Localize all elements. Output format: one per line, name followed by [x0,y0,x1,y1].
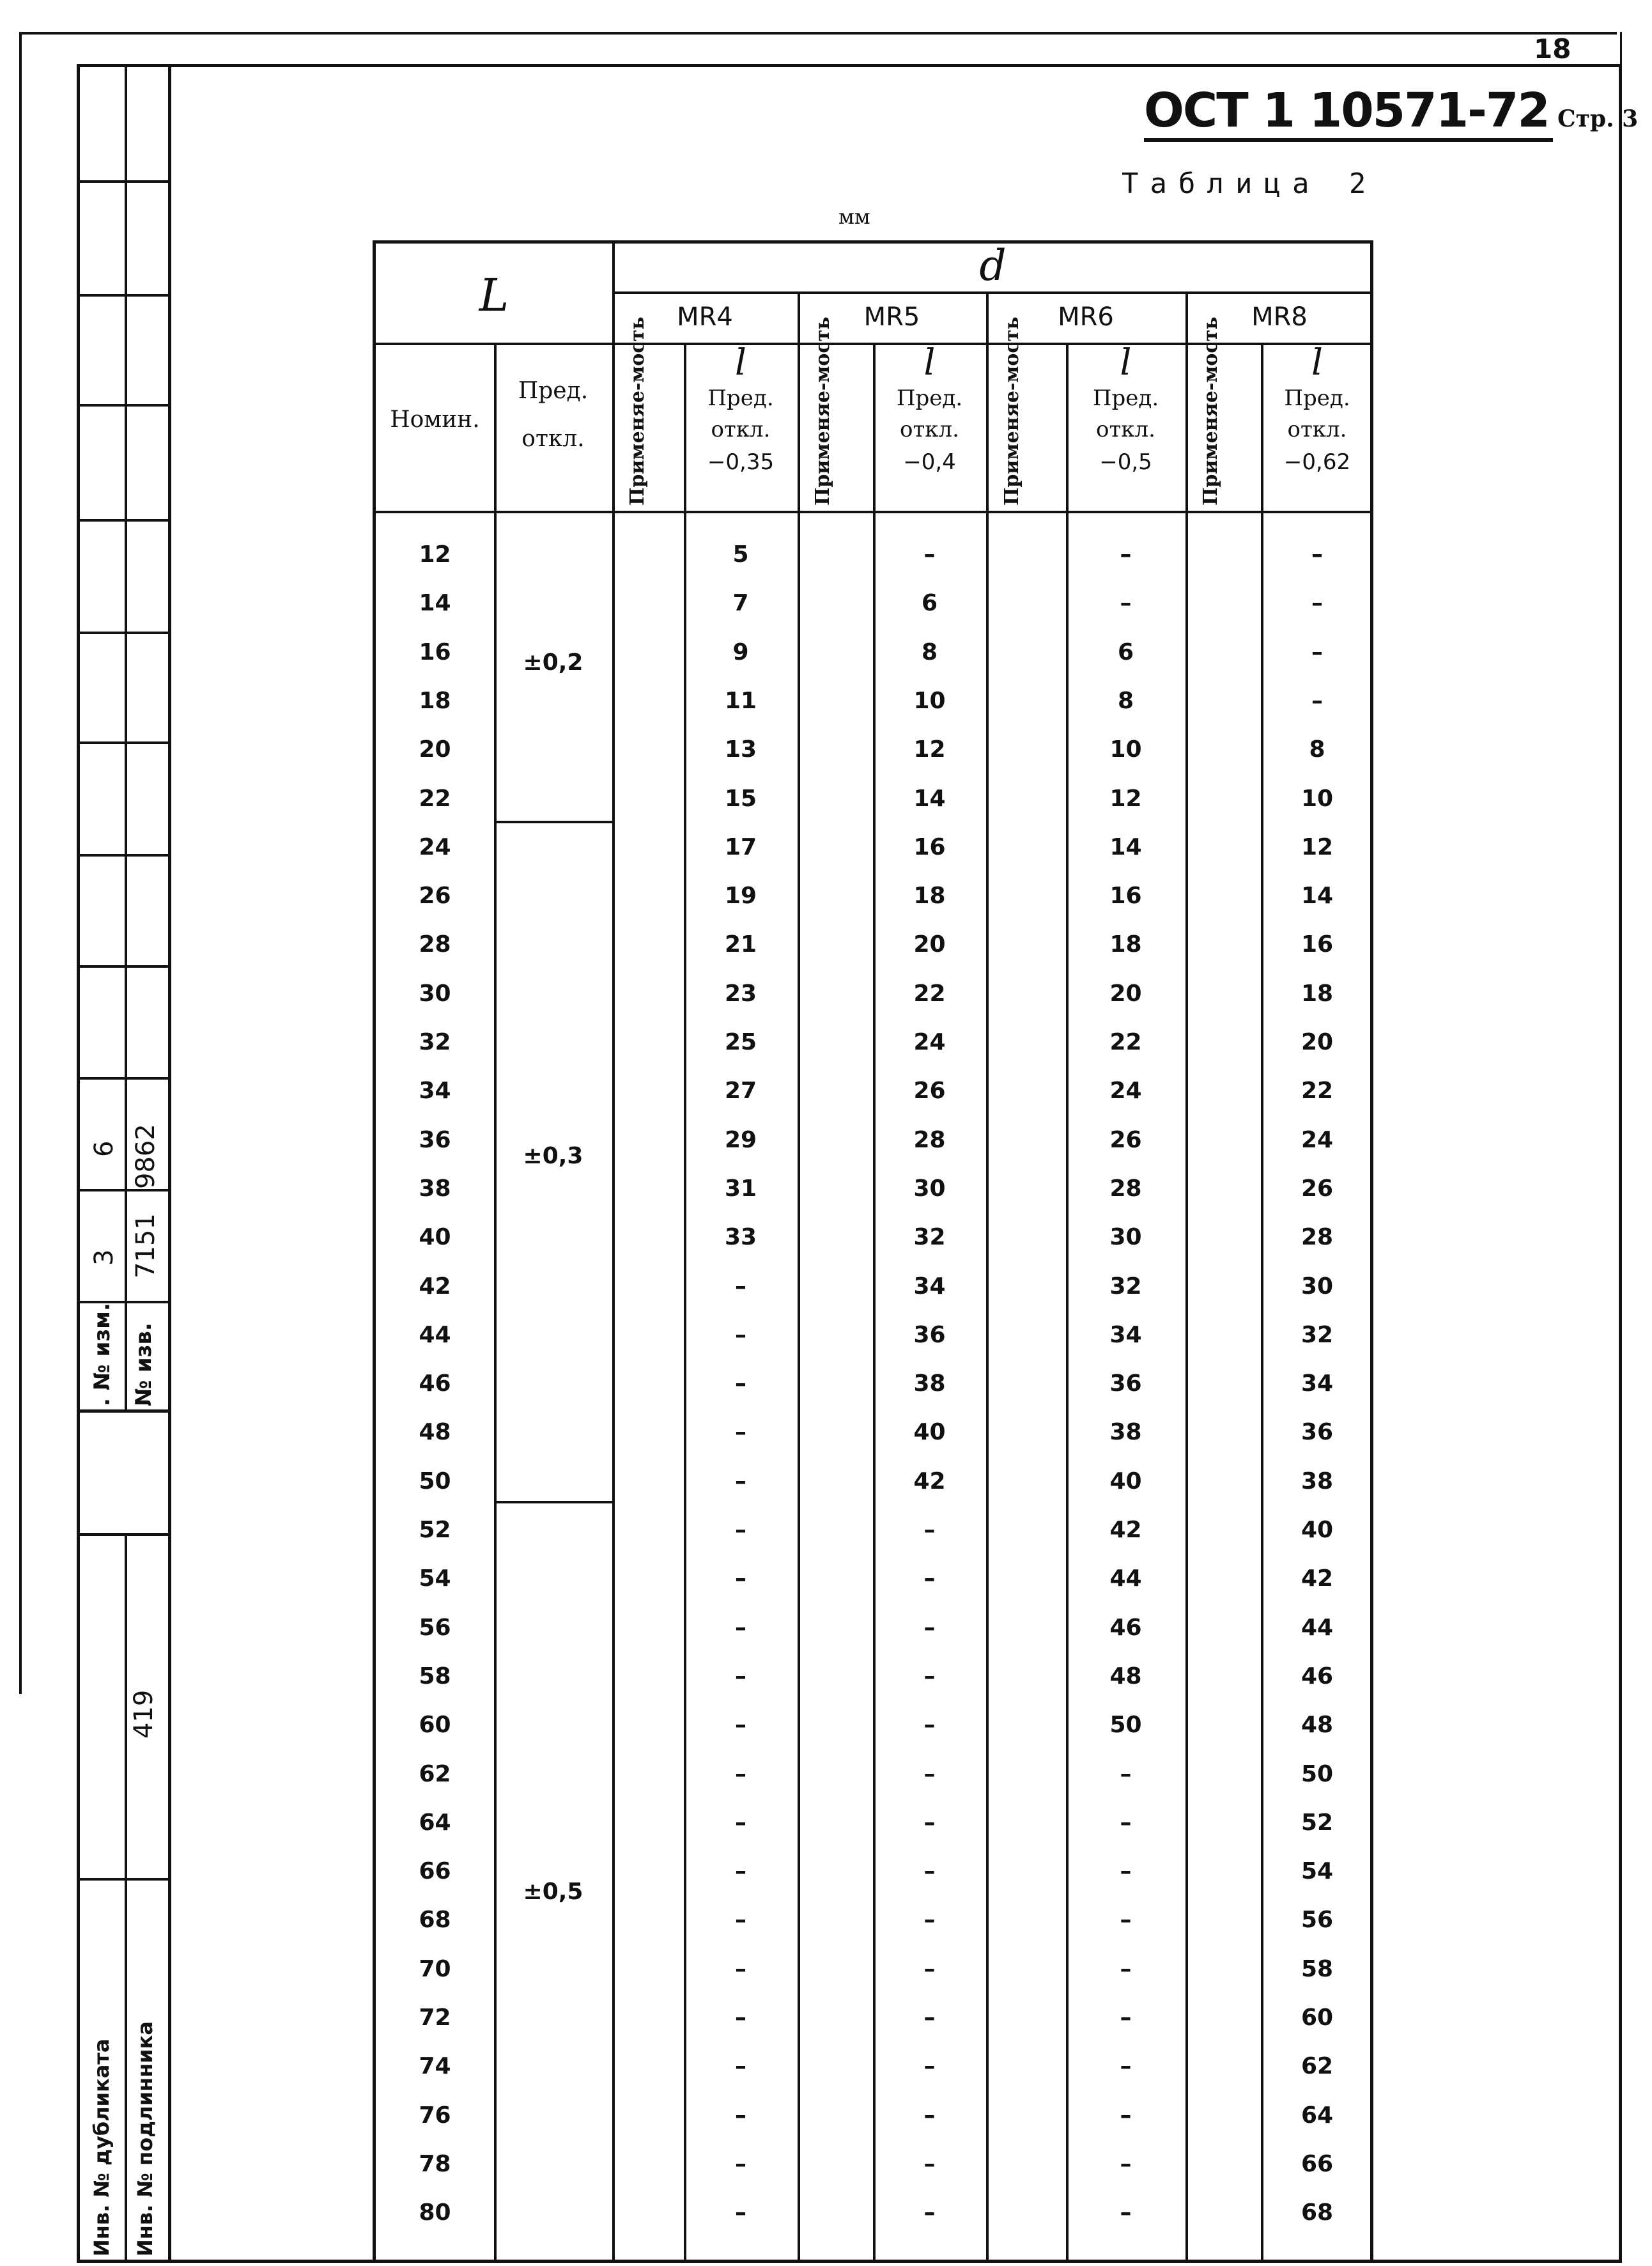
cell-mr5-l: 40 [913,1419,946,1446]
header-applicability-mr5: Применяе-мость [812,316,834,506]
cell-nominal: 18 [419,687,451,714]
cell-mr8-l: 40 [1301,1517,1334,1543]
cell-mr6-l: 6 [1117,639,1134,665]
cell-mr4-l: – [735,2150,746,2177]
cell-mr4-l: 29 [724,1126,757,1153]
cell-nominal: 20 [419,736,451,763]
cell-mr8-l: 30 [1301,1273,1334,1300]
dimension-table [373,240,1373,2263]
cell-mr4-l: 23 [724,980,757,1007]
cell-mr8-l: – [1311,687,1323,714]
cell-mr8-l: 64 [1301,2102,1334,2129]
col-line-mr8 [1185,291,1188,2263]
col-line-dev [494,343,497,2263]
cell-mr8-l: 16 [1301,931,1334,958]
cell-mr6-l: 14 [1109,834,1142,860]
inventory-divider [125,1533,127,2263]
notice-value-7151: 7151 [131,1213,160,1278]
cell-nominal: 14 [419,590,451,617]
sidebar-row-line [77,1189,168,1191]
cell-mr8-l: 26 [1301,1175,1334,1202]
cell-mr8-l: 42 [1301,1565,1334,1592]
dev-group-0: ±0,2 [523,649,583,676]
standard-code: ОСТ 1 10571-72 [1144,83,1549,138]
header-dev-line2: откл. [521,426,585,452]
change-value-6: 6 [89,1140,119,1157]
cell-nominal: 78 [419,2150,451,2177]
cell-mr5-l: 32 [913,1224,946,1251]
cell-mr4-l: – [735,2200,746,2226]
cell-nominal: 38 [419,1175,451,1202]
cell-nominal: 16 [419,639,451,665]
sidebar-row-line [77,1077,168,1080]
cell-mr8-l: 50 [1301,1760,1334,1787]
cell-mr4-l: – [735,1614,746,1641]
cell-mr8-l: 52 [1301,1809,1334,1836]
sidebar-bottom-upper [77,1409,168,1413]
cell-mr6-l: 46 [1109,1614,1142,1641]
cell-mr6-l: 42 [1109,1517,1142,1543]
page-label: Стр. 3 [1557,105,1639,132]
header-d: d [979,241,1007,290]
cell-mr8-l: 36 [1301,1419,1334,1446]
cell-mr5-l: – [923,2150,936,2177]
units-label: мм [838,205,870,229]
cell-mr8-l: 12 [1301,834,1334,860]
header-applicability-mr8: Применяе-мость [1200,316,1222,506]
cell-nominal: 12 [419,541,451,568]
cell-nominal: 70 [419,1955,451,1982]
cell-nominal: 60 [419,1712,451,1739]
sidebar-row-line [77,404,168,407]
cell-mr8-l: 24 [1301,1126,1334,1153]
cell-mr5-l: 20 [913,931,946,958]
cell-mr6-l: 12 [1109,785,1142,812]
cell-mr6-l: – [1120,2200,1132,2226]
cell-mr6-l: – [1120,2150,1132,2177]
cell-mr6-l: – [1120,2053,1132,2080]
header-l-mr8: l Пред. откл. −0,62 [1283,342,1351,475]
cell-mr5-l: 42 [913,1468,946,1494]
cell-mr6-l: – [1120,1858,1132,1885]
sidebar-row-line [77,965,168,968]
cell-mr8-l: 14 [1301,883,1334,910]
header-mr4: MR4 [677,302,733,332]
scan-edge-line-left [19,32,22,1694]
cell-mr5-l: 10 [913,687,946,714]
cell-mr4-l: 25 [724,1029,757,1055]
cell-mr4-l: 17 [724,834,757,860]
cell-mr4-l: – [735,1663,746,1689]
cell-mr4-l: 7 [732,590,749,617]
cell-mr5-l: 28 [913,1126,946,1153]
cell-nominal: 74 [419,2053,451,2080]
cell-mr4-l: – [735,1955,746,1982]
cell-mr8-l: 58 [1301,1955,1334,1982]
cell-nominal: 36 [419,1126,451,1153]
cell-mr6-l: 10 [1109,736,1142,763]
cell-mr6-l: – [1120,2005,1132,2031]
cell-mr4-l: – [735,1565,746,1592]
cell-nominal: 58 [419,1663,451,1689]
cell-nominal: 80 [419,2200,451,2226]
cell-mr6-l: 24 [1109,1078,1142,1105]
frame-left-line [168,64,171,2263]
cell-nominal: 76 [419,2102,451,2129]
cell-mr4-l: – [735,2102,746,2129]
dev-group-1: ±0,3 [523,1143,583,1169]
header-mr8: MR8 [1251,302,1308,332]
cell-mr4-l: 33 [724,1224,757,1251]
cell-mr5-l: 24 [913,1029,946,1055]
header-applicability-mr6: Применяе-мость [1001,316,1023,506]
cell-mr6-l: 40 [1109,1468,1142,1494]
cell-mr8-l: 44 [1301,1614,1334,1641]
revision-block [77,64,168,1413]
cell-mr8-l: 34 [1301,1370,1334,1397]
cell-mr5-l: – [923,2005,936,2031]
col-line-mr6 [986,291,989,2263]
cell-mr8-l: 8 [1309,736,1325,763]
cell-mr8-l: – [1311,639,1323,665]
cell-mr5-l: 12 [913,736,946,763]
cell-nominal: 66 [419,1858,451,1885]
cell-mr5-l: – [923,2102,936,2129]
cell-mr8-l: 10 [1301,785,1334,812]
cell-nominal: 46 [419,1370,451,1397]
cell-mr6-l: – [1120,1955,1132,1982]
cell-mr6-l: 38 [1109,1419,1142,1446]
cell-mr5-l: – [923,1955,936,1982]
cell-mr4-l: – [735,1370,746,1397]
cell-mr8-l: 32 [1301,1321,1334,1348]
original-label: Инв. № подлинника [133,2021,157,2256]
cell-nominal: 56 [419,1614,451,1641]
cell-mr4-l: 27 [724,1078,757,1105]
cell-nominal: 34 [419,1078,451,1105]
cell-nominal: 50 [419,1468,451,1494]
cell-nominal: 54 [419,1565,451,1592]
cell-mr5-l: – [923,2200,936,2226]
sidebar-divider-vertical [125,64,127,1409]
header-line-d [612,291,1373,294]
cell-mr6-l: – [1120,541,1132,568]
cell-mr6-l: – [1120,1760,1132,1787]
sidebar-row-line [77,180,168,183]
cell-mr5-l: 30 [913,1175,946,1202]
cell-mr4-l: 11 [724,687,757,714]
cell-mr8-l: 18 [1301,980,1334,1007]
cell-nominal: 48 [419,1419,451,1446]
cell-mr4-l: – [735,1712,746,1739]
notice-value-9862: 9862 [131,1124,160,1189]
change-number-label: . № изм. [89,1303,115,1406]
cell-mr5-l: – [923,1614,936,1641]
cell-nominal: 72 [419,2005,451,2031]
cell-mr6-l: – [1120,1907,1132,1934]
cell-nominal: 22 [419,785,451,812]
cell-mr4-l: 15 [724,785,757,812]
cell-mr4-l: 21 [724,931,757,958]
cell-mr4-l: – [735,1321,746,1348]
cell-nominal: 40 [419,1224,451,1251]
cell-mr8-l: 68 [1301,2200,1334,2226]
cell-nominal: 62 [419,1760,451,1787]
cell-mr4-l: – [735,1468,746,1494]
cell-nominal: 30 [419,980,451,1007]
cell-mr8-l: 54 [1301,1858,1334,1885]
cell-mr5-l: – [923,1809,936,1836]
cell-mr4-l: – [735,1907,746,1934]
header-L: L [479,269,509,322]
cell-mr5-l: – [923,1907,936,1934]
cell-mr5-l: – [923,1760,936,1787]
cell-mr6-l: 36 [1109,1370,1142,1397]
cell-mr8-l: 20 [1301,1029,1334,1055]
cell-mr6-l: 30 [1109,1224,1142,1251]
scan-edge-line [19,32,1617,35]
cell-nominal: 28 [419,931,451,958]
cell-mr4-l: 5 [732,541,749,568]
sidebar-row-line [77,854,168,857]
cell-nominal: 42 [419,1273,451,1300]
header-mr5: MR5 [863,302,920,332]
cell-mr8-l: 62 [1301,2053,1334,2080]
cell-mr4-l: 9 [732,639,749,665]
cell-mr5-l: 18 [913,883,946,910]
cell-mr8-l: 66 [1301,2150,1334,2177]
header-l-mr4: l Пред. откл. −0,35 [707,342,775,475]
sidebar-row-line [77,519,168,522]
sidebar-row-line [77,632,168,634]
header-nominal: Номин. [390,407,480,433]
cell-nominal: 24 [419,834,451,860]
dev-group-2: ±0,5 [523,1879,583,1905]
dev-group-line-2 [494,1501,612,1503]
sidebar-row-line [77,294,168,297]
cell-nominal: 26 [419,883,451,910]
cell-mr5-l: – [923,1517,936,1543]
cell-nominal: 32 [419,1029,451,1055]
cell-mr8-l: 60 [1301,2005,1334,2031]
cell-mr4-l: – [735,1419,746,1446]
cell-mr8-l: 56 [1301,1907,1334,1934]
cell-mr6-l: 28 [1109,1175,1142,1202]
cell-mr6-l: 48 [1109,1663,1142,1689]
cell-mr6-l: 26 [1109,1126,1142,1153]
dev-group-line-1 [494,821,612,823]
cell-mr6-l: 8 [1117,687,1134,714]
standard-header [1144,83,1639,142]
cell-mr4-l: – [735,2005,746,2031]
cell-mr8-l: 38 [1301,1468,1334,1494]
cell-mr6-l: 32 [1109,1273,1142,1300]
cell-mr5-l: 38 [913,1370,946,1397]
cell-mr5-l: 34 [913,1273,946,1300]
cell-mr5-l: – [923,1565,936,1592]
cell-mr5-l: – [923,1663,936,1689]
cell-nominal: 44 [419,1321,451,1348]
cell-mr6-l: 20 [1109,980,1142,1007]
header-applicability-mr4: Применяе-мость [626,316,649,506]
cell-mr6-l: 22 [1109,1029,1142,1055]
col-line-L [612,244,615,2263]
cell-mr5-l: – [923,1858,936,1885]
sidebar-row-line [77,741,168,744]
scan-edge-line-right [1620,32,1622,2256]
cell-mr8-l: 22 [1301,1078,1334,1105]
cell-mr6-l: – [1120,2102,1132,2129]
cell-mr4-l: – [735,1858,746,1885]
cell-mr8-l: 48 [1301,1712,1334,1739]
cell-nominal: 68 [419,1907,451,1934]
page-number: 18 [1534,33,1571,65]
cell-mr6-l: – [1120,1809,1132,1836]
cell-mr8-l: – [1311,541,1323,568]
cell-mr5-l: 22 [913,980,946,1007]
cell-mr6-l: 34 [1109,1321,1142,1348]
cell-nominal: 52 [419,1517,451,1543]
cell-mr4-l: – [735,1273,746,1300]
header-l-mr5: l Пред. откл. −0,4 [896,342,963,475]
cell-mr5-l: 8 [921,639,938,665]
cell-mr4-l: 19 [724,883,757,910]
header-l-mr6: l Пред. откл. −0,5 [1092,342,1159,475]
cell-mr5-l: 26 [913,1078,946,1105]
cell-mr6-l: 16 [1109,883,1142,910]
cell-mr6-l: 44 [1109,1565,1142,1592]
header-mr6: MR6 [1058,302,1114,332]
original-number-value: 419 [129,1689,158,1739]
cell-mr4-l: – [735,2053,746,2080]
cell-mr4-l: – [735,1809,746,1836]
cell-nominal: 64 [419,1809,451,1836]
cell-mr4-l: 13 [724,736,757,763]
cell-mr5-l: 14 [913,785,946,812]
cell-mr4-l: – [735,1760,746,1787]
cell-mr5-l: – [923,2053,936,2080]
cell-mr8-l: 46 [1301,1663,1334,1689]
cell-mr5-l: – [923,1712,936,1739]
col-line-mr5 [798,291,800,2263]
cell-mr5-l: 16 [913,834,946,860]
cell-mr4-l: – [735,1517,746,1543]
cell-mr6-l: 50 [1109,1712,1142,1739]
cell-mr5-l: 6 [921,590,938,617]
cell-mr8-l: – [1311,590,1323,617]
cell-mr6-l: 18 [1109,931,1142,958]
inventory-row-line [77,1878,168,1881]
cell-mr8-l: 28 [1301,1224,1334,1251]
notice-number-label: № изв. [131,1323,157,1406]
cell-mr5-l: – [923,541,936,568]
duplicate-label: Инв. № дубликата [89,2038,114,2256]
change-value-3: 3 [89,1249,119,1266]
cell-mr6-l: – [1120,590,1132,617]
cell-mr5-l: 36 [913,1321,946,1348]
table-caption: Таблица 2 [1122,167,1378,200]
cell-mr4-l: 31 [724,1175,757,1202]
header-dev-line1: Пред. [518,378,589,404]
